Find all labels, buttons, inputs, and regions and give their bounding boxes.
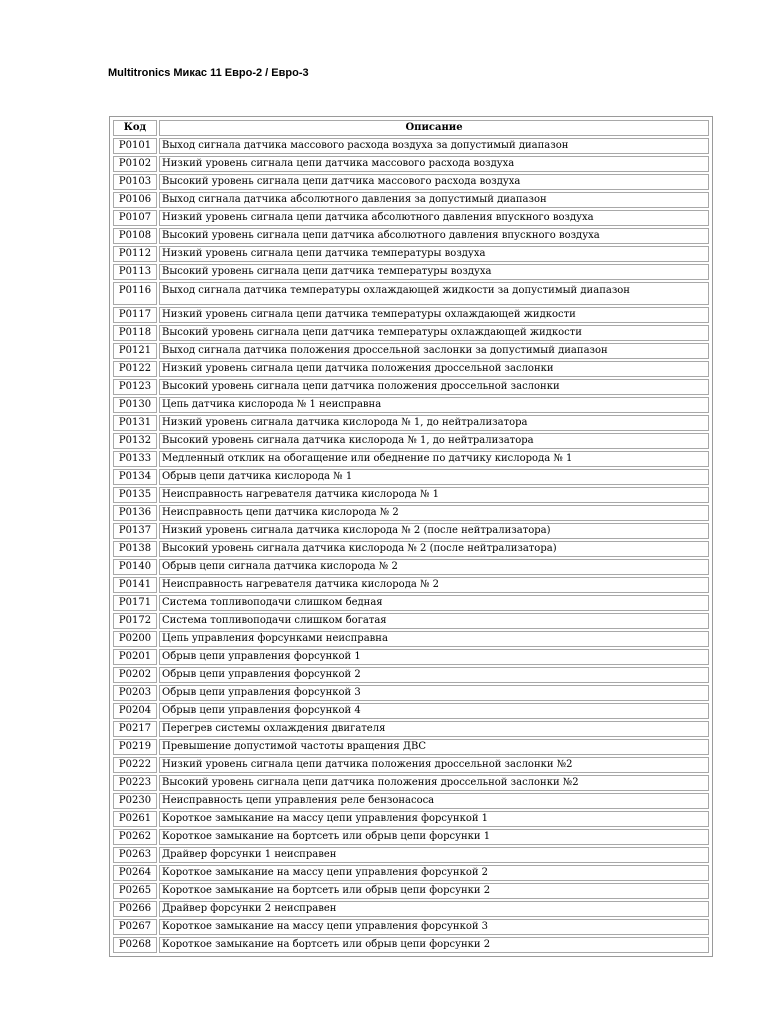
error-description-cell: Высокий уровень сигнала цепи датчика температуры воздуха bbox=[159, 264, 709, 280]
table-row bbox=[113, 901, 709, 917]
table-row bbox=[113, 685, 709, 701]
table-row bbox=[113, 757, 709, 773]
table-row bbox=[113, 649, 709, 665]
error-code-cell: P0112 bbox=[113, 246, 157, 262]
table-row bbox=[113, 721, 709, 737]
error-description-cell: Низкий уровень сигнала датчика кислорода № 2 (после нейтрализатора) bbox=[159, 523, 709, 539]
table-row bbox=[113, 883, 709, 899]
error-code-cell: P0122 bbox=[113, 361, 157, 377]
table-row bbox=[113, 613, 709, 629]
error-code-cell: P0223 bbox=[113, 775, 157, 791]
error-code-cell: P0130 bbox=[113, 397, 157, 413]
error-description-cell: Высокий уровень сигнала цепи датчика температуры охлаждающей жидкости bbox=[159, 325, 709, 341]
table-row bbox=[113, 541, 709, 557]
table-row bbox=[113, 631, 709, 647]
table-row bbox=[113, 156, 709, 172]
table-row bbox=[113, 919, 709, 935]
error-description-cell: Высокий уровень сигнала цепи датчика абсолютного давления впускного воздуха bbox=[159, 228, 709, 244]
table-row bbox=[113, 379, 709, 395]
error-code-cell: P0138 bbox=[113, 541, 157, 557]
table-row bbox=[113, 829, 709, 845]
error-description-cell: Низкий уровень сигнала цепи датчика положения дроссельной заслонки №2 bbox=[159, 757, 709, 773]
error-description-cell: Короткое замыкание на массу цепи управления форсункой 3 bbox=[159, 919, 709, 935]
table-row bbox=[113, 505, 709, 521]
error-description-cell: Цепь датчика кислорода № 1 неисправна bbox=[159, 397, 709, 413]
table-row bbox=[113, 415, 709, 431]
table-body bbox=[113, 138, 709, 953]
error-description-cell: Низкий уровень сигнала цепи датчика положения дроссельной заслонки bbox=[159, 361, 709, 377]
error-description-cell: Превышение допустимой частоты вращения ДВС bbox=[159, 739, 709, 755]
error-code-cell: P0217 bbox=[113, 721, 157, 737]
error-description-cell: Короткое замыкание на бортсеть или обрыв цепи форсунки 1 bbox=[159, 829, 709, 845]
error-code-cell: P0131 bbox=[113, 415, 157, 431]
error-description-cell: Медленный отклик на обогащение или обеднение по датчику кислорода № 1 bbox=[159, 451, 709, 467]
table-row bbox=[113, 487, 709, 503]
table-row bbox=[113, 264, 709, 280]
error-description-cell: Драйвер форсунки 1 неисправен bbox=[159, 847, 709, 863]
table-row bbox=[113, 210, 709, 226]
error-code-cell: P0118 bbox=[113, 325, 157, 341]
error-code-cell: P0261 bbox=[113, 811, 157, 827]
code-column-header: Код bbox=[113, 120, 157, 136]
error-description-cell: Обрыв цепи датчика кислорода № 1 bbox=[159, 469, 709, 485]
table-row bbox=[113, 246, 709, 262]
error-code-cell: P0265 bbox=[113, 883, 157, 899]
table-header-row bbox=[113, 120, 709, 136]
table-row bbox=[113, 595, 709, 611]
error-code-cell: P0123 bbox=[113, 379, 157, 395]
error-code-cell: P0268 bbox=[113, 937, 157, 953]
table-row bbox=[113, 192, 709, 208]
table-row bbox=[113, 307, 709, 323]
error-description-cell: Обрыв цепи сигнала датчика кислорода № 2 bbox=[159, 559, 709, 575]
error-description-cell: Неисправность цепи управления реле бензонасоса bbox=[159, 793, 709, 809]
error-code-cell: P0262 bbox=[113, 829, 157, 845]
error-code-cell: P0102 bbox=[113, 156, 157, 172]
error-code-cell: P0200 bbox=[113, 631, 157, 647]
table-row bbox=[113, 174, 709, 190]
error-description-cell: Выход сигнала датчика температуры охлаждающей жидкости за допустимый диапазон bbox=[159, 282, 709, 305]
table-row bbox=[113, 739, 709, 755]
table-row bbox=[113, 937, 709, 953]
error-code-cell: P0103 bbox=[113, 174, 157, 190]
error-description-cell: Обрыв цепи управления форсункой 3 bbox=[159, 685, 709, 701]
error-code-cell: P0141 bbox=[113, 577, 157, 593]
table-row bbox=[113, 865, 709, 881]
table-row bbox=[113, 228, 709, 244]
error-code-cell: P0113 bbox=[113, 264, 157, 280]
error-code-cell: P0136 bbox=[113, 505, 157, 521]
error-code-cell: P0204 bbox=[113, 703, 157, 719]
error-description-cell: Низкий уровень сигнала датчика кислорода № 1, до нейтрализатора bbox=[159, 415, 709, 431]
table-row bbox=[113, 451, 709, 467]
error-description-cell: Система топливоподачи слишком богатая bbox=[159, 613, 709, 629]
error-description-cell: Цепь управления форсунками неисправна bbox=[159, 631, 709, 647]
error-description-cell: Короткое замыкание на массу цепи управления форсункой 2 bbox=[159, 865, 709, 881]
error-description-cell: Высокий уровень сигнала датчика кислорода № 2 (после нейтрализатора) bbox=[159, 541, 709, 557]
error-code-cell: P0264 bbox=[113, 865, 157, 881]
table-row bbox=[113, 343, 709, 359]
error-description-cell: Выход сигнала датчика массового расхода воздуха за допустимый диапазон bbox=[159, 138, 709, 154]
error-code-cell: P0201 bbox=[113, 649, 157, 665]
error-description-cell: Низкий уровень сигнала цепи датчика абсолютного давления впускного воздуха bbox=[159, 210, 709, 226]
error-code-cell: P0172 bbox=[113, 613, 157, 629]
error-code-cell: P0171 bbox=[113, 595, 157, 611]
table-row bbox=[113, 325, 709, 341]
table-row bbox=[113, 282, 709, 305]
error-code-cell: P0133 bbox=[113, 451, 157, 467]
table-row bbox=[113, 667, 709, 683]
error-code-cell: P0121 bbox=[113, 343, 157, 359]
error-description-cell: Короткое замыкание на массу цепи управления форсункой 1 bbox=[159, 811, 709, 827]
error-code-cell: P0266 bbox=[113, 901, 157, 917]
table-row bbox=[113, 397, 709, 413]
table-row bbox=[113, 811, 709, 827]
error-description-cell: Высокий уровень сигнала датчика кислорода № 1, до нейтрализатора bbox=[159, 433, 709, 449]
error-code-cell: P0202 bbox=[113, 667, 157, 683]
error-codes-table-container bbox=[109, 116, 713, 957]
table-row bbox=[113, 138, 709, 154]
error-code-cell: P0137 bbox=[113, 523, 157, 539]
error-description-cell: Система топливоподачи слишком бедная bbox=[159, 595, 709, 611]
error-description-cell: Выход сигнала датчика положения дроссельной заслонки за допустимый диапазон bbox=[159, 343, 709, 359]
error-code-cell: P0106 bbox=[113, 192, 157, 208]
table-row bbox=[113, 361, 709, 377]
error-description-cell: Неисправность цепи датчика кислорода № 2 bbox=[159, 505, 709, 521]
table-row bbox=[113, 847, 709, 863]
error-code-cell: P0116 bbox=[113, 282, 157, 305]
error-code-cell: P0230 bbox=[113, 793, 157, 809]
table-row bbox=[113, 577, 709, 593]
error-description-cell: Неисправность нагревателя датчика кислорода № 2 bbox=[159, 577, 709, 593]
error-code-cell: P0140 bbox=[113, 559, 157, 575]
table-row bbox=[113, 469, 709, 485]
error-code-cell: P0108 bbox=[113, 228, 157, 244]
error-code-cell: P0101 bbox=[113, 138, 157, 154]
error-description-cell: Неисправность нагревателя датчика кислорода № 1 bbox=[159, 487, 709, 503]
error-code-cell: P0117 bbox=[113, 307, 157, 323]
error-code-cell: P0219 bbox=[113, 739, 157, 755]
table-row bbox=[113, 559, 709, 575]
error-code-cell: P0267 bbox=[113, 919, 157, 935]
table-row bbox=[113, 703, 709, 719]
error-code-cell: P0222 bbox=[113, 757, 157, 773]
document-title: Multitronics Микас 11 Евро-2 / Евро-3 bbox=[108, 67, 309, 79]
error-code-cell: P0107 bbox=[113, 210, 157, 226]
error-code-cell: P0263 bbox=[113, 847, 157, 863]
table-row bbox=[113, 775, 709, 791]
description-column-header: Описание bbox=[159, 120, 709, 136]
error-description-cell: Короткое замыкание на бортсеть или обрыв цепи форсунки 2 bbox=[159, 937, 709, 953]
error-description-cell: Короткое замыкание на бортсеть или обрыв цепи форсунки 2 bbox=[159, 883, 709, 899]
error-description-cell: Низкий уровень сигнала цепи датчика температуры охлаждающей жидкости bbox=[159, 307, 709, 323]
error-description-cell: Высокий уровень сигнала цепи датчика положения дроссельной заслонки №2 bbox=[159, 775, 709, 791]
error-description-cell: Обрыв цепи управления форсункой 2 bbox=[159, 667, 709, 683]
error-description-cell: Перегрев системы охлаждения двигателя bbox=[159, 721, 709, 737]
table-row bbox=[113, 433, 709, 449]
error-description-cell: Обрыв цепи управления форсункой 4 bbox=[159, 703, 709, 719]
error-code-cell: P0132 bbox=[113, 433, 157, 449]
error-code-cell: P0203 bbox=[113, 685, 157, 701]
error-description-cell: Драйвер форсунки 2 неисправен bbox=[159, 901, 709, 917]
error-description-cell: Низкий уровень сигнала цепи датчика температуры воздуха bbox=[159, 246, 709, 262]
error-description-cell: Высокий уровень сигнала цепи датчика массового расхода воздуха bbox=[159, 174, 709, 190]
error-description-cell: Выход сигнала датчика абсолютного давления за допустимый диапазон bbox=[159, 192, 709, 208]
error-codes-table bbox=[111, 118, 711, 955]
table-row bbox=[113, 793, 709, 809]
error-code-cell: P0134 bbox=[113, 469, 157, 485]
error-description-cell: Высокий уровень сигнала цепи датчика положения дроссельной заслонки bbox=[159, 379, 709, 395]
table-row bbox=[113, 523, 709, 539]
error-description-cell: Низкий уровень сигнала цепи датчика массового расхода воздуха bbox=[159, 156, 709, 172]
error-code-cell: P0135 bbox=[113, 487, 157, 503]
error-description-cell: Обрыв цепи управления форсункой 1 bbox=[159, 649, 709, 665]
